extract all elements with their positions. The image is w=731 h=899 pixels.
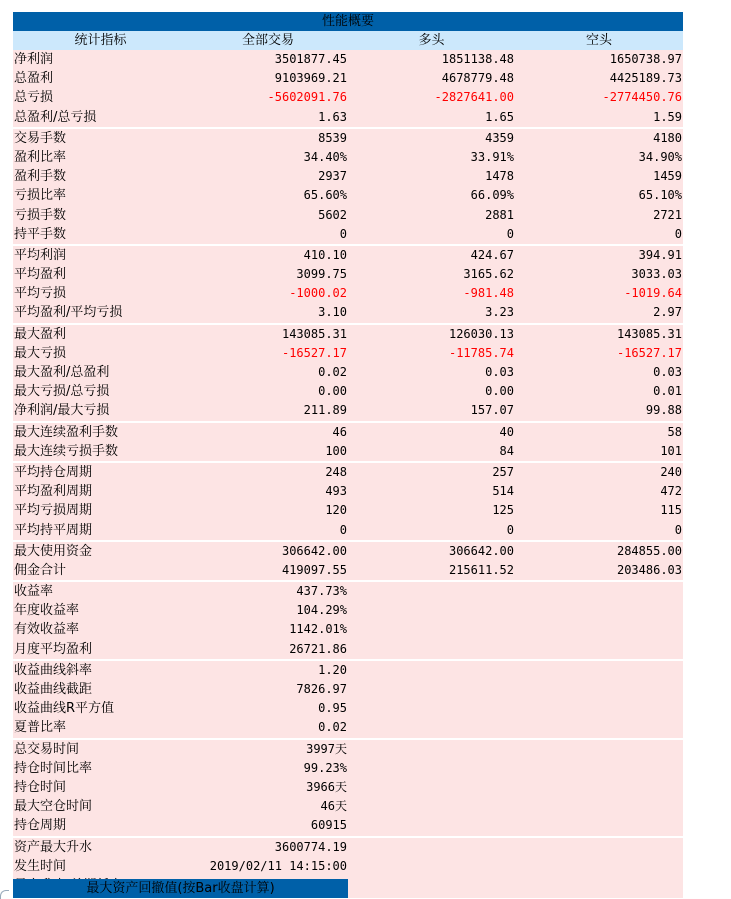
- column-header-metric: 统计指标: [74, 33, 127, 48]
- metric-label: 持平手数: [14, 226, 67, 242]
- metric-label: 持仓周期: [14, 818, 67, 834]
- performance-summary-table: [13, 12, 683, 897]
- metric-label: 总亏损: [14, 90, 54, 106]
- metric-label: 平均亏损: [14, 286, 67, 302]
- table-row: [13, 363, 683, 382]
- value-all-trades: 2937: [318, 169, 347, 184]
- table-row: [13, 838, 683, 857]
- column-header-row: [13, 31, 683, 50]
- value-short: 34.90%: [638, 149, 682, 164]
- value-short: 2721: [653, 207, 682, 222]
- value-all-trades: 211.89: [303, 403, 347, 418]
- table-row: [13, 778, 683, 797]
- table-row: [13, 620, 683, 639]
- value-all-trades: 3.10: [318, 305, 347, 320]
- table-row: [13, 482, 683, 501]
- value-all-trades: 437.73%: [296, 584, 347, 599]
- value-long: 514: [492, 484, 514, 499]
- value-long: [349, 582, 516, 601]
- metric-label: 盈利手数: [14, 169, 67, 185]
- value-all-trades: 3997天: [306, 741, 347, 756]
- table-row: [13, 129, 683, 148]
- drawdown-pad: [348, 879, 683, 898]
- value-all-trades: 5602: [318, 207, 347, 222]
- value-all-trades: 8539: [318, 130, 347, 145]
- metric-label: 最大连续亏损手数: [14, 443, 119, 459]
- value-long: [349, 857, 516, 876]
- row-group: [13, 463, 683, 542]
- metric-label: 最大连续盈利手数: [14, 424, 119, 440]
- metric-label: 盈利比率: [14, 149, 67, 165]
- table-title: 性能概要: [13, 12, 683, 31]
- row-group: [13, 129, 683, 246]
- value-short: -2774450.76: [602, 90, 682, 105]
- table-row: [13, 718, 683, 737]
- value-all-trades: 2019/02/11 14:15:00: [209, 858, 347, 873]
- value-long: [349, 797, 516, 816]
- table-row: [13, 206, 683, 225]
- metric-label: 发生时间: [14, 858, 67, 874]
- value-short: 0.03: [653, 365, 682, 379]
- table-row: [13, 463, 683, 482]
- metric-label: 平均亏损周期: [14, 503, 93, 519]
- metric-label: 总盈利/总亏损: [14, 109, 97, 125]
- table-row: [13, 759, 683, 778]
- value-long: 157.07: [470, 403, 514, 418]
- value-long: 40: [499, 424, 514, 439]
- value-short: [516, 601, 684, 620]
- column-header-long: 多头: [418, 33, 445, 48]
- value-long: [349, 740, 516, 759]
- value-long: 1.65: [485, 109, 514, 124]
- table-row: [13, 246, 683, 265]
- metric-label: 最大使用资金: [14, 543, 93, 559]
- value-short: 143085.31: [616, 326, 682, 341]
- table-row: [13, 601, 683, 620]
- table-row: [13, 225, 683, 244]
- table-row: [13, 661, 683, 680]
- value-short: 99.88: [645, 403, 682, 418]
- value-long: [349, 680, 516, 699]
- column-header-all-trades: 全部交易: [241, 33, 294, 48]
- value-long: 3165.62: [463, 267, 514, 282]
- value-short: -1019.64: [624, 286, 682, 301]
- value-all-trades: -1000.02: [289, 286, 347, 301]
- value-short: 115: [660, 503, 682, 518]
- table-row: [13, 582, 683, 601]
- table-row: [13, 561, 683, 580]
- row-group: [13, 246, 683, 325]
- value-long: 125: [492, 503, 514, 518]
- value-long: [349, 718, 516, 737]
- metric-label: 最大亏损: [14, 345, 67, 361]
- drawdown-section-header: [13, 879, 683, 898]
- value-all-trades: -5602091.76: [267, 90, 347, 105]
- value-short: 1.59: [653, 109, 682, 124]
- table-row: [13, 69, 683, 88]
- value-all-trades: -16527.17: [281, 345, 347, 360]
- value-short: 284855.00: [616, 543, 682, 558]
- value-short: 4180: [653, 130, 682, 145]
- value-all-trades: 99.23%: [303, 760, 347, 775]
- metric-label: 最大盈利: [14, 326, 67, 342]
- value-long: 1478: [485, 169, 514, 184]
- value-all-trades: 3966天: [306, 779, 347, 794]
- value-long: 1851138.48: [441, 52, 514, 66]
- value-long: [349, 838, 516, 857]
- value-short: 0: [674, 226, 682, 241]
- value-all-trades: 104.29%: [296, 603, 347, 618]
- drawdown-title: 最大资产回撤值(按Bar收盘计算): [13, 879, 348, 898]
- value-short: [516, 620, 684, 639]
- value-all-trades: 34.40%: [303, 149, 347, 164]
- value-long: [349, 601, 516, 620]
- value-long: 424.67: [470, 247, 514, 262]
- value-short: 58: [667, 424, 682, 439]
- table-row: [13, 797, 683, 816]
- value-all-trades: 0.95: [318, 701, 347, 716]
- table-body: [13, 50, 683, 897]
- value-all-trades: 143085.31: [281, 326, 347, 341]
- table-row: [13, 521, 683, 540]
- table-row: [13, 88, 683, 107]
- metric-label: 平均盈利/平均亏损: [14, 305, 123, 321]
- value-short: 240: [660, 464, 682, 479]
- value-long: 2881: [485, 207, 514, 222]
- value-long: [349, 816, 516, 835]
- table-row: [13, 50, 683, 69]
- value-all-trades: 120: [325, 503, 347, 518]
- value-long: 306642.00: [448, 543, 514, 558]
- value-all-trades: 26721.86: [289, 641, 347, 656]
- value-all-trades: 1.63: [318, 109, 347, 124]
- value-short: [516, 838, 684, 857]
- metric-label: 资产最大升水: [14, 839, 93, 855]
- value-short: [516, 816, 684, 835]
- value-short: 101: [660, 443, 682, 458]
- value-short: [516, 740, 684, 759]
- value-long: -981.48: [463, 286, 514, 301]
- table-row: [13, 284, 683, 303]
- value-all-trades: 1142.01%: [289, 622, 347, 637]
- table-row: [13, 265, 683, 284]
- value-long: 0.00: [485, 384, 514, 399]
- value-all-trades: 306642.00: [281, 543, 347, 558]
- table-row: [13, 501, 683, 520]
- metric-label: 交易手数: [14, 130, 67, 146]
- metric-label: 持仓时间: [14, 779, 67, 795]
- row-group: [13, 542, 683, 582]
- metric-label: 有效收益率: [14, 622, 80, 638]
- value-all-trades: 9103969.21: [274, 71, 347, 86]
- value-long: 84: [499, 443, 514, 458]
- table-row: [13, 740, 683, 759]
- value-all-trades: 100: [325, 443, 347, 458]
- metric-label: 总盈利: [14, 71, 54, 87]
- value-short: 2.97: [653, 305, 682, 320]
- value-all-trades: 0.00: [318, 384, 347, 399]
- value-long: [349, 778, 516, 797]
- value-all-trades: 248: [325, 464, 347, 479]
- value-long: 257: [492, 464, 514, 479]
- value-long: 4359: [485, 130, 514, 145]
- value-long: 0: [506, 226, 514, 241]
- value-long: 0: [506, 522, 514, 537]
- value-long: [349, 759, 516, 778]
- value-short: 3033.03: [631, 267, 682, 282]
- metric-label: 年度收益率: [14, 603, 80, 619]
- value-long: 215611.52: [448, 562, 514, 577]
- value-long: 33.91%: [470, 149, 514, 164]
- value-short: [516, 680, 684, 699]
- value-all-trades: 419097.55: [281, 562, 347, 577]
- value-all-trades: 3099.75: [296, 267, 347, 282]
- table-row: [13, 148, 683, 167]
- metric-label: 收益曲线斜率: [14, 662, 93, 678]
- value-short: 0: [674, 522, 682, 537]
- table-row: [13, 382, 683, 401]
- value-long: 0.03: [485, 365, 514, 379]
- metric-label: 亏损比率: [14, 188, 67, 204]
- row-group: [13, 661, 683, 740]
- value-short: [516, 857, 684, 876]
- metric-label: 平均持平周期: [14, 522, 93, 538]
- row-group: [13, 423, 683, 463]
- value-short: [516, 718, 684, 737]
- value-short: 394.91: [638, 247, 682, 262]
- value-short: 4425189.73: [609, 71, 682, 86]
- metric-label: 月度平均盈利: [14, 641, 93, 657]
- metric-label: 总交易时间: [14, 741, 80, 757]
- table-row: [13, 640, 683, 659]
- table-row: [13, 303, 683, 322]
- value-all-trades: 46天: [320, 799, 347, 814]
- value-all-trades: 3600774.19: [274, 839, 347, 854]
- table-row: [13, 442, 683, 461]
- table-row: [13, 699, 683, 718]
- resize-corner-icon: [0, 890, 9, 899]
- value-short: 65.10%: [638, 188, 682, 203]
- value-short: 0.01: [653, 384, 682, 399]
- metric-label: 亏损手数: [14, 207, 67, 223]
- table-row: [13, 325, 683, 344]
- metric-label: 收益曲线截距: [14, 682, 93, 697]
- row-group: [13, 582, 683, 661]
- metric-label: 最大空仓时间: [14, 799, 93, 815]
- table-row: [13, 857, 683, 876]
- value-all-trades: 46: [332, 424, 347, 439]
- value-all-trades: 0: [339, 522, 347, 537]
- value-all-trades: 7826.97: [296, 682, 347, 696]
- value-all-trades: 65.60%: [303, 188, 347, 203]
- value-all-trades: 410.10: [303, 247, 347, 262]
- metric-label: 平均利润: [14, 247, 67, 263]
- metric-label: 持仓时间比率: [14, 760, 93, 776]
- value-all-trades: 0.02: [318, 365, 347, 379]
- value-short: -16527.17: [616, 345, 682, 360]
- value-short: 1459: [653, 169, 682, 184]
- value-long: 3.23: [485, 305, 514, 320]
- value-long: 4678779.48: [441, 71, 514, 86]
- table-row: [13, 344, 683, 363]
- value-long: [349, 620, 516, 639]
- metric-label: 最大盈利/总盈利: [14, 365, 110, 380]
- metric-label: 夏普比率: [14, 720, 67, 736]
- value-all-trades: 493: [325, 484, 347, 499]
- table-row: [13, 680, 683, 699]
- table-row: [13, 542, 683, 561]
- metric-label: 平均盈利周期: [14, 484, 93, 500]
- value-all-trades: 3501877.45: [274, 52, 347, 66]
- metric-label: 收益曲线R平方值: [14, 701, 115, 717]
- metric-label: 平均持仓周期: [14, 464, 93, 480]
- table-row: [13, 167, 683, 186]
- row-group: [13, 50, 683, 129]
- value-short: [516, 778, 684, 797]
- value-long: [349, 640, 516, 659]
- value-long: -11785.74: [448, 345, 514, 360]
- table-row: [13, 401, 683, 420]
- row-group: [13, 740, 683, 838]
- value-all-trades: 1.20: [318, 662, 347, 677]
- value-all-trades: 0.02: [318, 720, 347, 735]
- value-long: -2827641.00: [434, 90, 514, 105]
- column-header-short: 空头: [585, 33, 612, 48]
- value-short: 472: [660, 484, 682, 499]
- value-all-trades: 0: [339, 226, 347, 241]
- metric-label: 净利润/最大亏损: [14, 403, 110, 419]
- value-short: [516, 759, 684, 778]
- value-short: [516, 582, 684, 601]
- table-row: [13, 108, 683, 127]
- metric-label: 净利润: [14, 52, 54, 67]
- value-long: [349, 661, 516, 680]
- value-short: [516, 661, 684, 680]
- value-long: 126030.13: [448, 326, 514, 341]
- value-short: 1650738.97: [609, 52, 682, 66]
- metric-label: 收益率: [14, 584, 54, 600]
- value-long: 66.09%: [470, 188, 514, 203]
- value-short: [516, 797, 684, 816]
- value-short: [516, 640, 684, 659]
- value-short: [516, 699, 684, 718]
- metric-label: 最大亏损/总亏损: [14, 384, 110, 400]
- metric-label: 平均盈利: [14, 267, 67, 283]
- table-row: [13, 186, 683, 205]
- table-row: [13, 423, 683, 442]
- table-row: [13, 816, 683, 835]
- value-long: [349, 699, 516, 718]
- value-all-trades: 60915: [310, 818, 347, 833]
- row-group: [13, 325, 683, 423]
- value-short: 203486.03: [616, 562, 682, 577]
- metric-label: 佣金合计: [14, 562, 67, 578]
